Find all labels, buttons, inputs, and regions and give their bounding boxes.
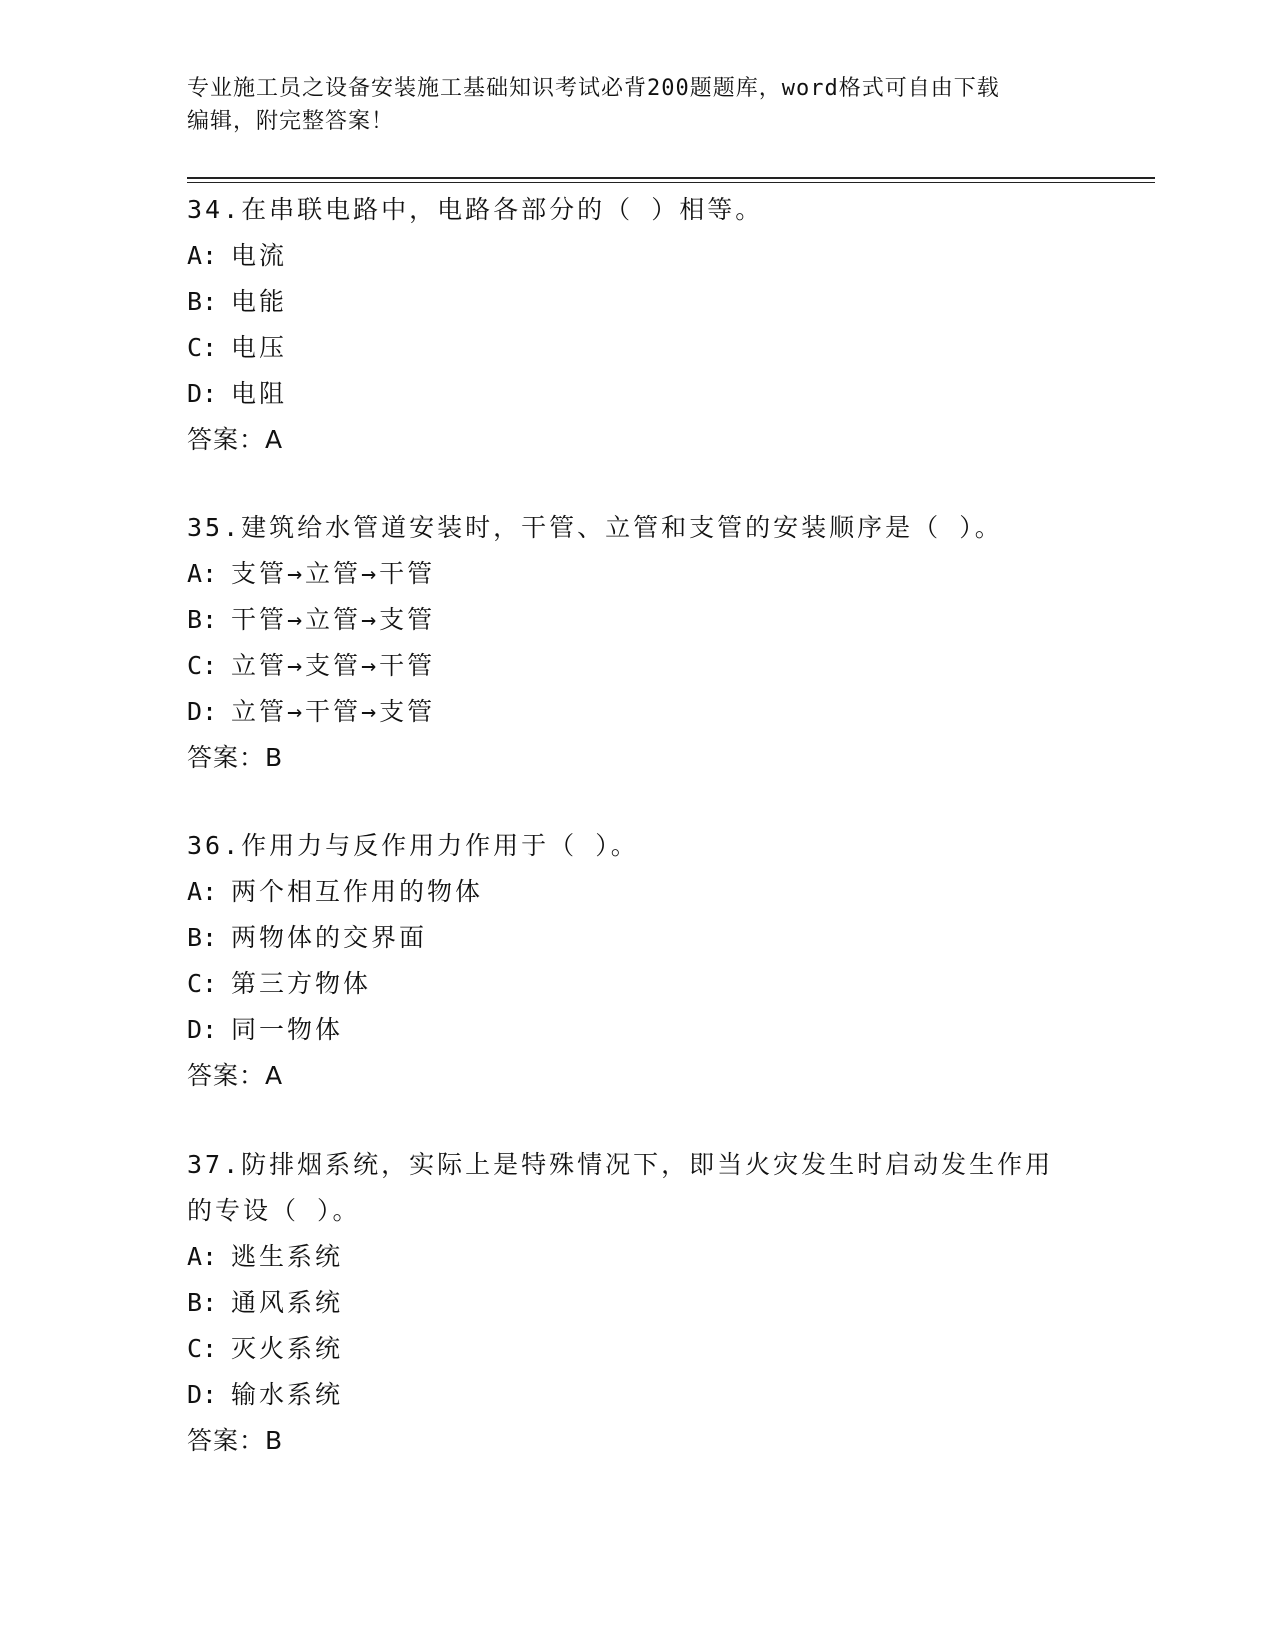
question-stem: 36.作用力与反作用力作用于（ ）。: [187, 831, 639, 860]
option-text: 同一物体: [231, 1015, 344, 1044]
header-divider-thin: [187, 182, 1155, 183]
option-a: [187, 233, 1107, 279]
option-letter: A:: [187, 1242, 218, 1271]
option-text: 立管→干管→支管: [231, 697, 436, 726]
option-text: 两个相互作用的物体: [231, 877, 484, 906]
option-c: [187, 961, 1107, 1007]
question-stem: 35.建筑给水管道安装时，干管、立管和支管的安装顺序是（ ）。: [187, 513, 1003, 542]
answer-line: 答案：A: [187, 425, 284, 454]
option-c: [187, 325, 1107, 371]
option-d: [187, 371, 1107, 417]
option-text: 电阻: [231, 379, 288, 408]
option-d: [187, 1007, 1107, 1053]
option-letter: D:: [187, 697, 218, 726]
question-block: [187, 1142, 1067, 1464]
option-c: [187, 1326, 1067, 1372]
option-text: 电能: [231, 287, 288, 316]
question-block: [187, 823, 1107, 1099]
option-d: [187, 1372, 1067, 1418]
option-text: 通风系统: [231, 1288, 344, 1317]
header-line-1: 专业施工员之设备安装施工基础知识考试必背200题题库，word格式可自由下载: [187, 76, 1000, 101]
option-text: 电流: [231, 241, 288, 270]
option-letter: C:: [187, 333, 218, 362]
option-letter: B:: [187, 287, 218, 316]
option-text: 输水系统: [231, 1380, 344, 1409]
option-letter: D:: [187, 379, 218, 408]
question-block: [187, 187, 1107, 463]
option-text: 逃生系统: [231, 1242, 344, 1271]
option-b: [187, 597, 1107, 643]
option-letter: D:: [187, 1015, 218, 1044]
option-text: 立管→支管→干管: [231, 651, 436, 680]
option-a: [187, 869, 1107, 915]
question-stem: 37.防排烟系统，实际上是特殊情况下，即当火灾发生时启动发生作用的专设（ ）。: [187, 1150, 1054, 1225]
option-letter: A:: [187, 877, 218, 906]
option-a: [187, 551, 1107, 597]
answer-line: 答案：B: [187, 743, 284, 772]
option-letter: C:: [187, 651, 218, 680]
option-b: [187, 279, 1107, 325]
option-letter: B:: [187, 605, 218, 634]
document-header: [187, 72, 1067, 138]
option-text: 支管→立管→干管: [231, 559, 436, 588]
option-letter: A:: [187, 241, 218, 270]
option-text: 第三方物体: [231, 969, 372, 998]
option-c: [187, 643, 1107, 689]
answer-line: 答案：B: [187, 1426, 284, 1455]
option-letter: B:: [187, 923, 218, 952]
question-block: [187, 505, 1107, 781]
option-text: 灭火系统: [231, 1334, 344, 1363]
header-line-2: 编辑，附完整答案！: [187, 109, 395, 134]
question-stem: 34.在串联电路中，电路各部分的（ ）相等。: [187, 195, 764, 224]
option-text: 电压: [231, 333, 288, 362]
option-text: 两物体的交界面: [231, 923, 428, 952]
option-letter: C:: [187, 969, 218, 998]
option-b: [187, 1280, 1067, 1326]
answer-line: 答案：A: [187, 1061, 284, 1090]
option-b: [187, 915, 1107, 961]
option-letter: C:: [187, 1334, 218, 1363]
option-a: [187, 1234, 1067, 1280]
option-letter: D:: [187, 1380, 218, 1409]
header-divider-thick: [187, 177, 1155, 179]
option-text: 干管→立管→支管: [231, 605, 436, 634]
option-letter: A:: [187, 559, 218, 588]
option-letter: B:: [187, 1288, 218, 1317]
option-d: [187, 689, 1107, 735]
